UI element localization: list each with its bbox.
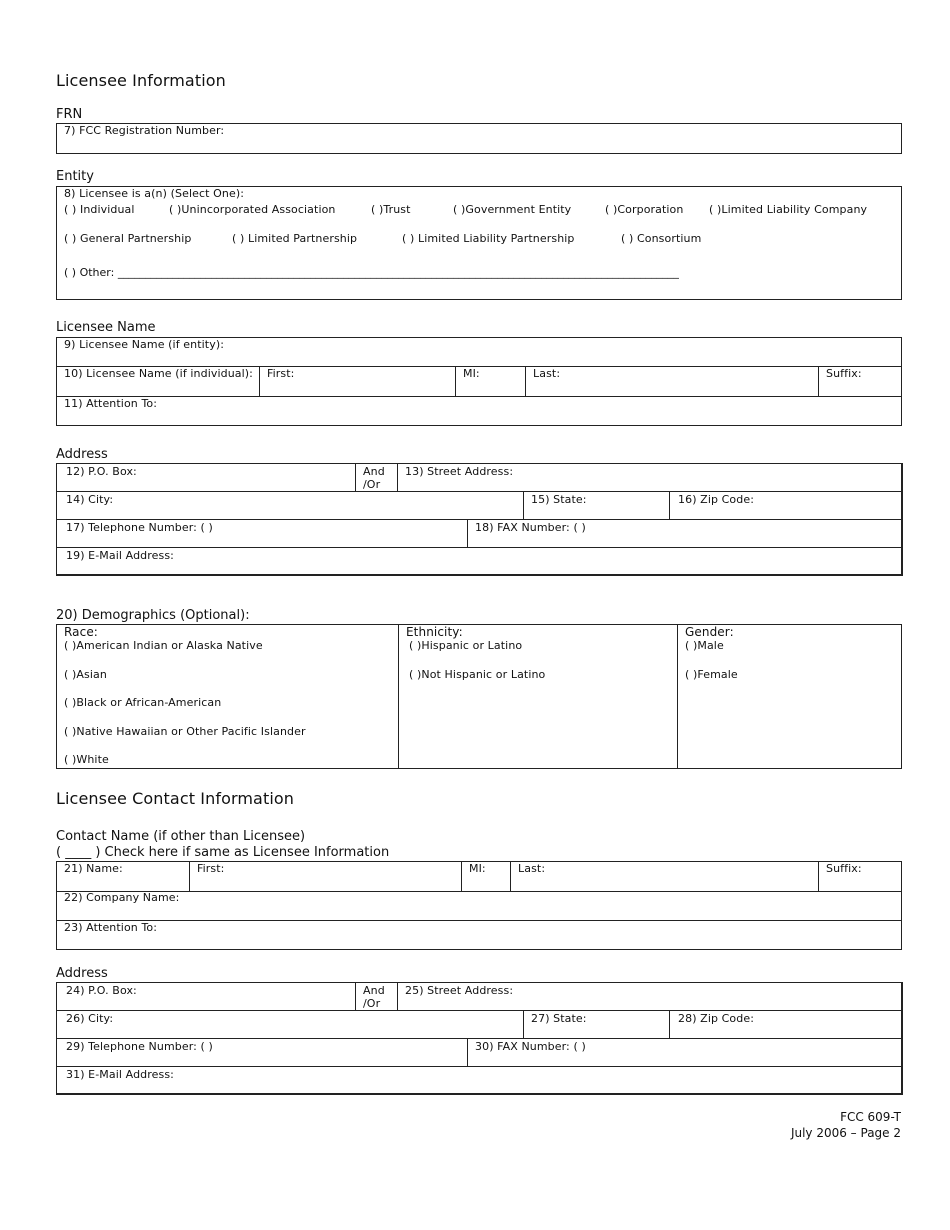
fax-label: 18) FAX Number: ( ) — [475, 521, 586, 534]
contact-attention-label: 23) Attention To: — [64, 921, 158, 934]
form-number: FCC 609-T — [840, 1110, 901, 1124]
state-label: 15) State: — [531, 493, 587, 506]
entity-box — [56, 186, 902, 300]
form-date-page: July 2006 – Page 2 — [790, 1126, 901, 1140]
contact-fax-label: 30) FAX Number: ( ) — [475, 1040, 586, 1053]
contact-and-or-label: And /Or — [363, 984, 385, 1010]
entity-option-other[interactable]: ( ) Other: ______________________________________________________________________________________________________ — [64, 266, 679, 279]
zip-code-label: 16) Zip Code: — [678, 493, 755, 506]
contact-email-label: 31) E-Mail Address: — [66, 1068, 174, 1081]
contact-last-label: Last: — [518, 862, 546, 875]
contact-city-label: 26) City: — [66, 1012, 114, 1025]
entity-option-general-partnership[interactable]: ( ) General Partnership — [64, 232, 192, 245]
ethnicity-option-not-hispanic[interactable]: ( )Not Hispanic or Latino — [409, 668, 546, 681]
entity-option-individual[interactable]: ( ) Individual — [64, 203, 135, 216]
email-label: 19) E-Mail Address: — [66, 549, 174, 562]
last-name-label: Last: — [533, 367, 561, 380]
section-title-contact-information: Licensee Contact Information — [56, 789, 295, 808]
contact-street-address-label: 25) Street Address: — [405, 984, 514, 997]
ethnicity-label: Ethnicity: — [406, 625, 463, 639]
po-box-label: 12) P.O. Box: — [66, 465, 137, 478]
contact-name-heading: Contact Name (if other than Licensee) — [56, 829, 306, 844]
entity-option-limited-partnership[interactable]: ( ) Limited Partnership — [232, 232, 358, 245]
race-option-white[interactable]: ( )White — [64, 753, 109, 766]
telephone-label: 17) Telephone Number: ( ) — [66, 521, 213, 534]
fcc-registration-number-label: 7) FCC Registration Number: — [64, 124, 225, 137]
entity-option-unincorporated-association[interactable]: ( )Unincorporated Association — [169, 203, 336, 216]
licensee-name-heading: Licensee Name — [56, 320, 156, 335]
suffix-label: Suffix: — [826, 367, 862, 380]
entity-option-llc[interactable]: ( )Limited Liability Company — [709, 203, 868, 216]
attention-to-label: 11) Attention To: — [64, 397, 158, 410]
demographics-heading: 20) Demographics (Optional): — [56, 608, 250, 623]
licensee-name-individual-label: 10) Licensee Name (if individual): — [64, 367, 253, 380]
entity-option-trust[interactable]: ( )Trust — [371, 203, 411, 216]
contact-mi-label: MI: — [469, 862, 486, 875]
entity-prompt: 8) Licensee is a(n) (Select One): — [64, 187, 245, 200]
first-name-label: First: — [267, 367, 295, 380]
contact-state-label: 27) State: — [531, 1012, 587, 1025]
frn-heading: FRN — [56, 107, 83, 122]
licensee-name-box — [56, 337, 902, 426]
licensee-name-entity-label: 9) Licensee Name (if entity): — [64, 338, 225, 351]
gender-label: Gender: — [685, 625, 734, 639]
contact-telephone-label: 29) Telephone Number: ( ) — [66, 1040, 213, 1053]
entity-option-corporation[interactable]: ( )Corporation — [605, 203, 684, 216]
contact-address-heading: Address — [56, 966, 108, 981]
race-option-american-indian[interactable]: ( )American Indian or Alaska Native — [64, 639, 263, 652]
contact-name-label: 21) Name: — [64, 862, 123, 875]
address-box — [56, 463, 903, 576]
city-label: 14) City: — [66, 493, 114, 506]
entity-heading: Entity — [56, 169, 94, 184]
race-option-native-hawaiian[interactable]: ( )Native Hawaiian or Other Pacific Islander — [64, 725, 306, 738]
ethnicity-option-hispanic[interactable]: ( )Hispanic or Latino — [409, 639, 523, 652]
same-as-licensee-checkbox[interactable]: ( ____ ) Check here if same as Licensee Information — [56, 845, 390, 860]
race-label: Race: — [64, 625, 98, 639]
mi-label: MI: — [463, 367, 480, 380]
demographics-box — [56, 624, 902, 769]
section-title-licensee-information: Licensee Information — [56, 71, 226, 90]
entity-option-consortium[interactable]: ( ) Consortium — [621, 232, 702, 245]
contact-zip-code-label: 28) Zip Code: — [678, 1012, 755, 1025]
gender-option-female[interactable]: ( )Female — [685, 668, 738, 681]
frn-field-7[interactable] — [56, 123, 902, 154]
contact-address-box — [56, 982, 903, 1095]
race-option-black[interactable]: ( )Black or African-American — [64, 696, 222, 709]
street-address-label: 13) Street Address: — [405, 465, 514, 478]
company-name-label: 22) Company Name: — [64, 891, 180, 904]
contact-name-box — [56, 861, 902, 950]
entity-option-government-entity[interactable]: ( )Government Entity — [453, 203, 572, 216]
address-heading: Address — [56, 447, 108, 462]
contact-first-label: First: — [197, 862, 225, 875]
race-option-asian[interactable]: ( )Asian — [64, 668, 107, 681]
contact-po-box-label: 24) P.O. Box: — [66, 984, 137, 997]
gender-option-male[interactable]: ( )Male — [685, 639, 724, 652]
entity-option-llp[interactable]: ( ) Limited Liability Partnership — [402, 232, 575, 245]
contact-suffix-label: Suffix: — [826, 862, 862, 875]
and-or-label: And /Or — [363, 465, 385, 491]
